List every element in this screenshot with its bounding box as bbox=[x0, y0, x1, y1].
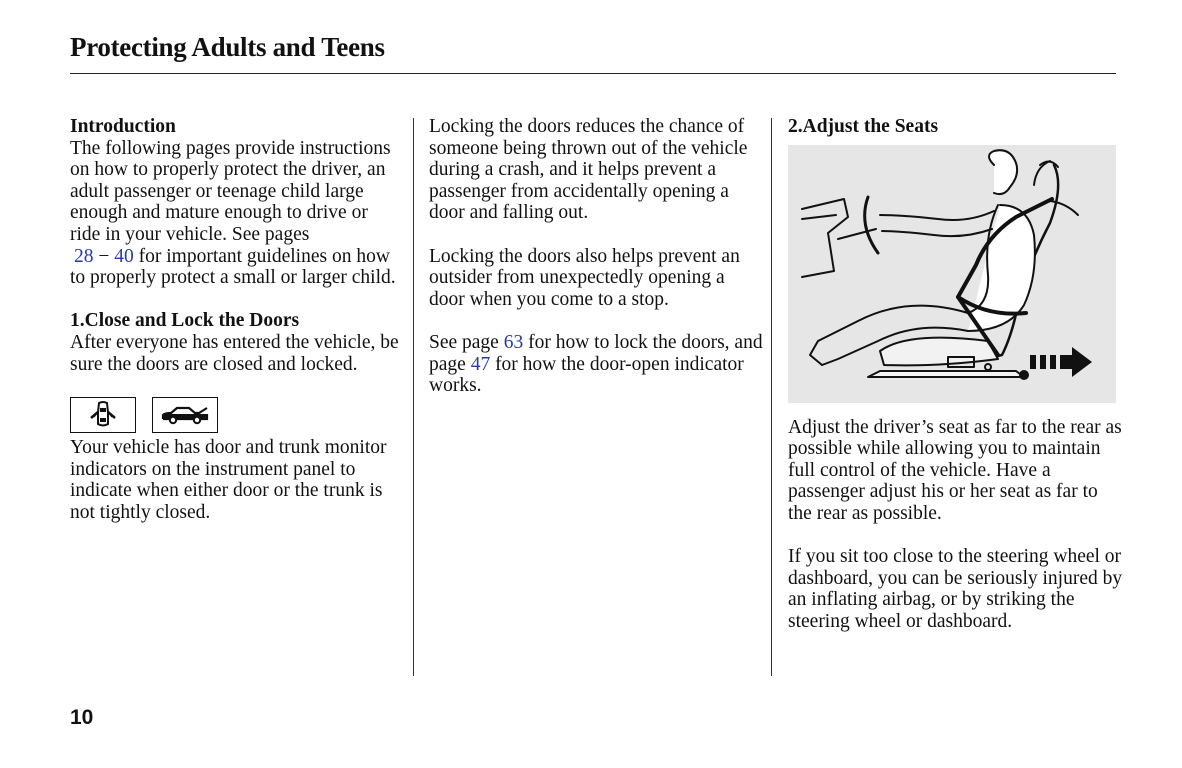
locking-paragraph-3 bbox=[429, 332, 764, 397]
intro-text-a: The following pages provide instructions on how to properly protect the driver, an adult passenger or teenage child large enough and mature enough to drive or ride in your vehicle. See pages bbox=[70, 137, 391, 245]
title-rule bbox=[70, 73, 1116, 74]
seat-paragraph-1: Adjust the driver’s seat as far to the rear as possible while allowing you to maintain full control of the vehicle. Have a passenger adjust his or her seat as far to the rear as possible. bbox=[788, 416, 1122, 524]
door-open-indicator-icon bbox=[70, 397, 136, 433]
page-link-47[interactable]: 47 bbox=[470, 353, 491, 375]
column-divider-2 bbox=[771, 118, 772, 676]
intro-text-b: for important guidelines on how to properly protect a small or larger child. bbox=[70, 245, 396, 289]
column-1 bbox=[70, 116, 400, 524]
para3-text-a: See page bbox=[429, 331, 504, 353]
trunk-open-indicator-icon bbox=[152, 397, 218, 433]
column-divider-1 bbox=[413, 118, 414, 676]
para3-text-c: for how the door-open indicator works. bbox=[429, 353, 744, 397]
step2-heading: 2.Adjust the Seats bbox=[788, 116, 939, 137]
rearward-arrow-icon bbox=[1030, 347, 1092, 377]
intro-paragraph bbox=[70, 138, 400, 289]
page-link-40[interactable]: 40 bbox=[114, 245, 134, 267]
indicator-icons bbox=[70, 385, 400, 437]
indicator-text: Your vehicle has door and trunk monitor indicators on the instrument panel to indicate when either door or the trunk is not tightly closed. bbox=[70, 437, 387, 523]
page-title: Protecting Adults and Teens bbox=[70, 32, 385, 62]
intro-heading: Introduction bbox=[70, 116, 176, 137]
para3-text-b: for how to lock the doors, and page bbox=[429, 331, 763, 375]
seat-adjust-illustration bbox=[788, 145, 1116, 403]
range-dash: − bbox=[93, 245, 115, 267]
column-3 bbox=[788, 116, 1123, 633]
locking-paragraph-2: Locking the doors also helps prevent an outsider from unexpectedly opening a door when you come to a stop. bbox=[429, 245, 740, 310]
page-link-63[interactable]: 63 bbox=[503, 331, 524, 353]
seat-paragraph-2: If you sit too close to the steering wheel or dashboard, you can be seriously injured by an inflating airbag, or by striking the steering wheel or dashboard. bbox=[788, 546, 1123, 632]
step1-heading: 1.Close and Lock the Doors bbox=[70, 310, 300, 332]
column-2 bbox=[429, 116, 764, 397]
step1-text: After everyone has entered the vehicle, be sure the doors are closed and locked. bbox=[70, 331, 399, 375]
page-number: 10 bbox=[70, 706, 94, 729]
locking-paragraph-1: Locking the doors reduces the chance of someone being thrown out of the vehicle during a crash, and it helps prevent a passenger from accidentally opening a door and falling out. bbox=[429, 116, 748, 224]
page-link-28[interactable]: 28 bbox=[74, 245, 94, 267]
